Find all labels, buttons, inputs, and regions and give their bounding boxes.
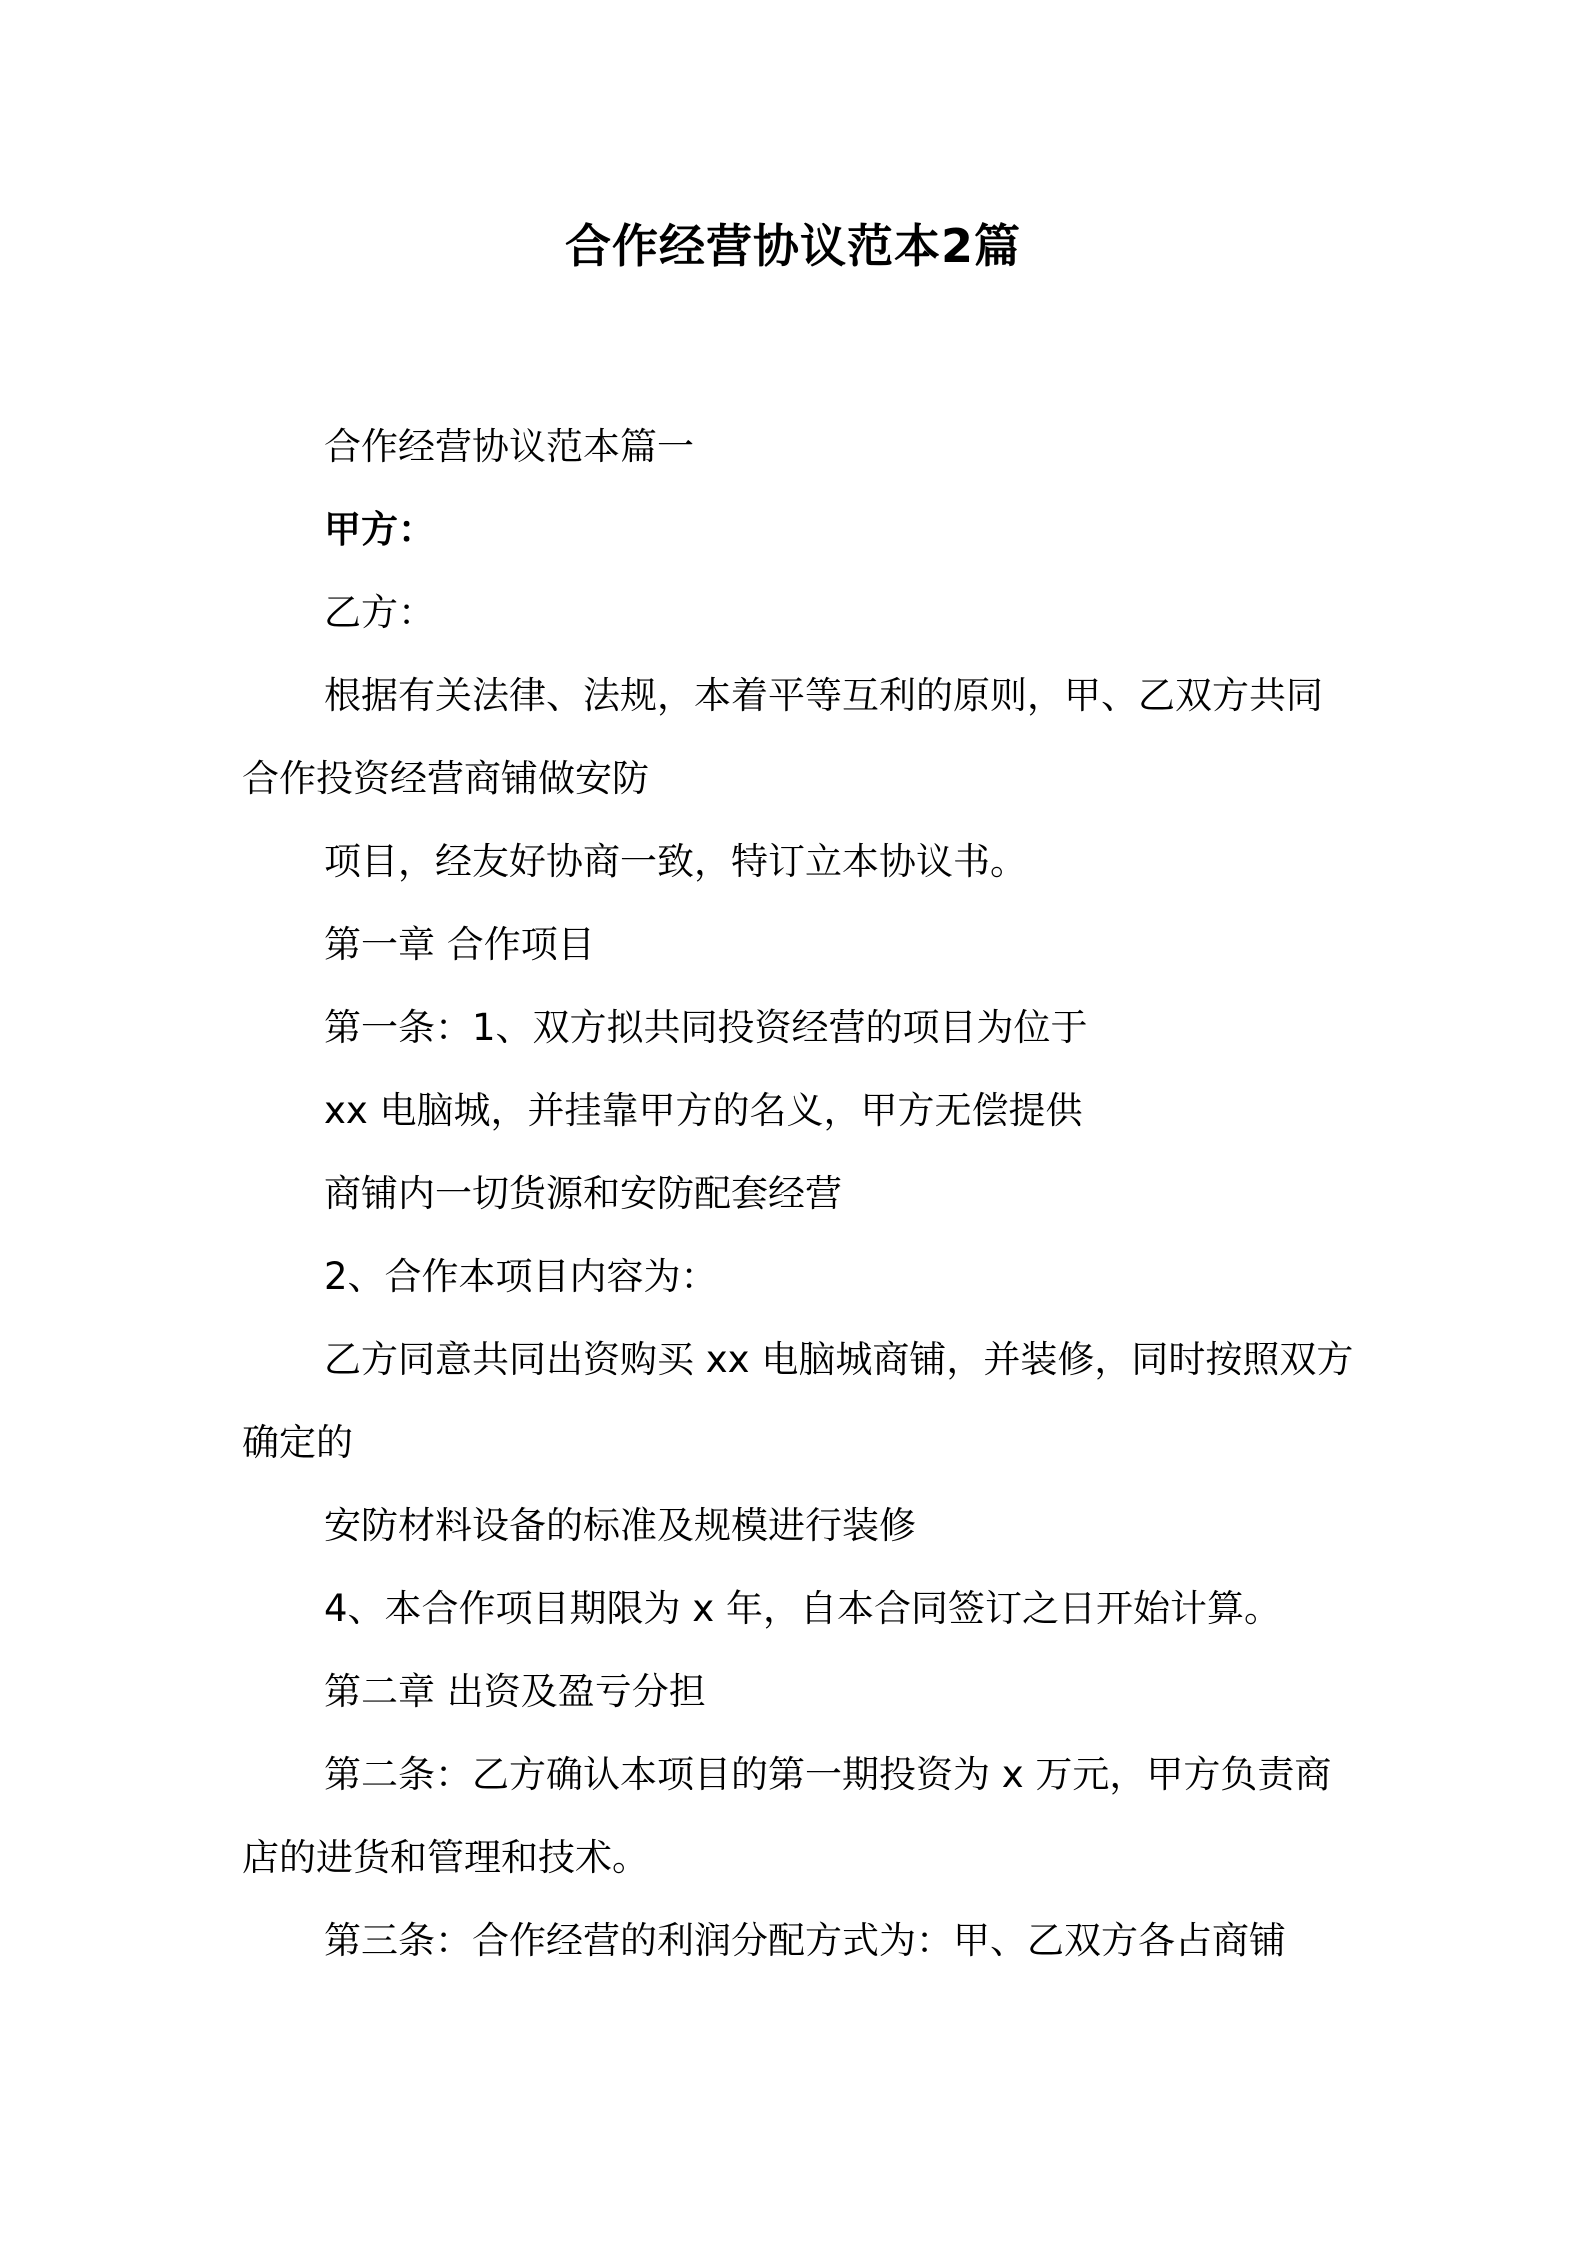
chapter-one-heading: 第一章 合作项目 [324,923,595,966]
article-one-continuation: xx 电脑城，并挂靠甲方的名义，甲方无偿提供 [324,1089,1083,1132]
article-three-paragraph: 第三条：合作经营的利润分配方式为：甲、乙双方各占商铺 [324,1919,1286,1962]
document-title: 合作经营协议范本2篇 [564,219,1021,273]
article-one-goods-paragraph: 商铺内一切货源和安防配套经营 [324,1172,842,1215]
party-a-label: 甲方： [324,508,435,551]
section-heading-part-one: 合作经营协议范本篇一 [324,425,694,468]
preamble-continuation: 项目，经友好协商一致，特订立本协议书。 [324,840,1027,883]
project-term-paragraph: 4、本合作项目期限为 x 年，自本合同签订之日开始计算。 [324,1587,1281,1630]
chapter-two-heading: 第二章 出资及盈亏分担 [324,1670,706,1713]
preamble-paragraph: 根据有关法律、法规，本着平等互利的原则，甲、乙双方共同合作投资经营商铺做安防 [242,674,1323,800]
party-b-label: 乙方： [324,591,435,634]
document-body [242,405,1354,1982]
article-one-paragraph: 第一条：1、双方拟共同投资经营的项目为位于 [324,1006,1088,1049]
decoration-standard-paragraph: 安防材料设备的标准及规模进行装修 [324,1504,916,1547]
project-content-heading: 2、合作本项目内容为： [324,1255,718,1298]
article-two-paragraph: 第二条：乙方确认本项目的第一期投资为 x 万元，甲方负责商店的进货和管理和技术。 [242,1753,1332,1879]
project-content-paragraph: 乙方同意共同出资购买 xx 电脑城商铺，并装修，同时按照双方确定的 [242,1338,1354,1464]
